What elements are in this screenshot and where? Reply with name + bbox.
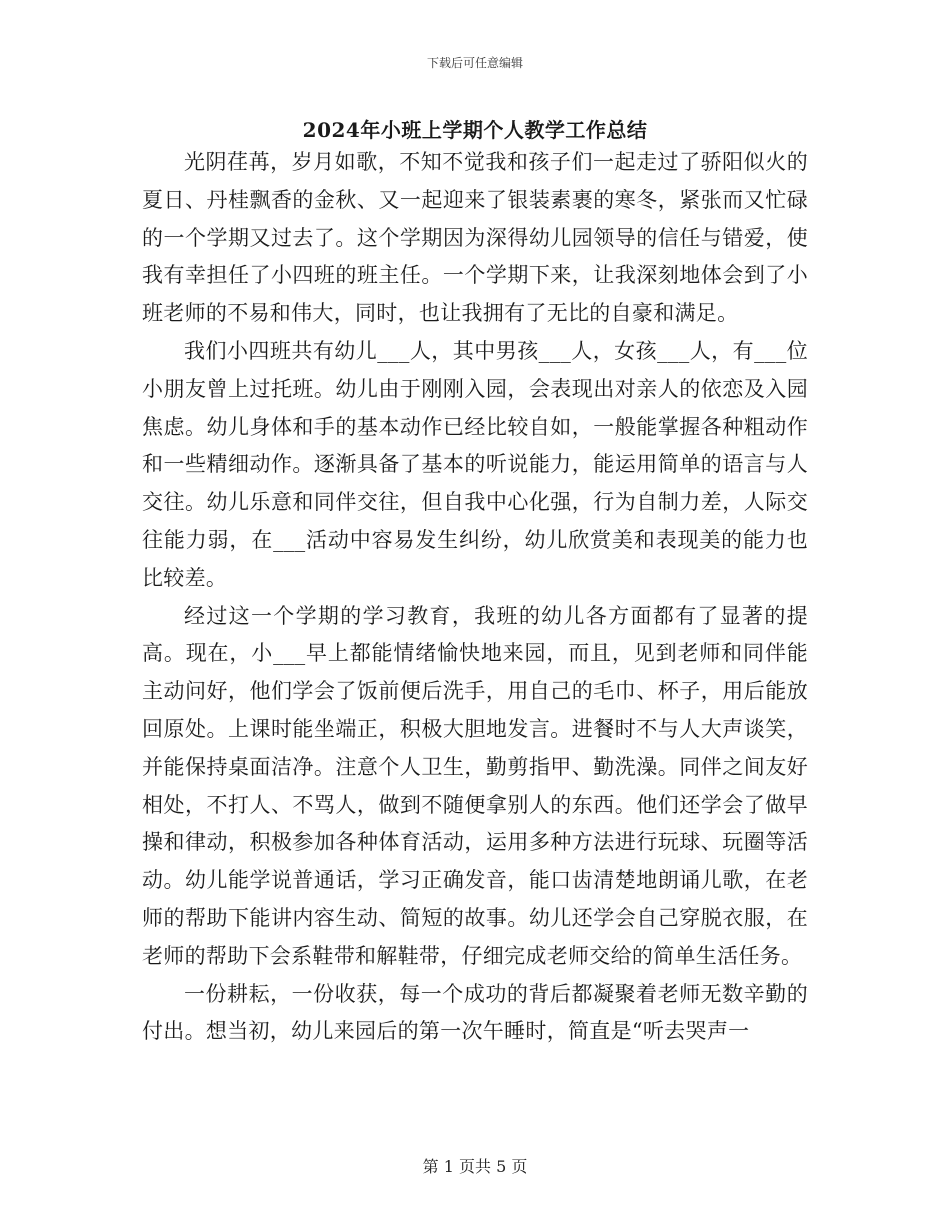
paragraph-2: 我们小四班共有幼儿___人，其中男孩___人，女孩___人，有___位小朋友曾上过托班。幼儿由于刚刚入园，会表现出对亲人的依恋及入园焦虑。幼儿身体和手的基本动作已经比较自如，一般能掌握各种粗动作和一些精细动作。逐渐具备了基本的听说能力，能运用简单的语言与人交往。幼儿乐意和同伴交往，但自我中心化强，行为自制力差，人际交往能力弱，在___活动中容易发生纠纷，幼儿欣赏美和表现美的能力也比较差。	[142, 338, 808, 590]
paragraph-3: 经过这一个学期的学习教育，我班的幼儿各方面都有了显著的提高。现在，小___早上都能情绪愉快地来园，而且，见到老师和同伴能主动问好，他们学会了饭前便后洗手，用自己的毛巾、杯子，用后能放回原处。上课时能坐端正，积极大胆地发言。进餐时不与人大声谈笑，并能保持桌面洁净。注意个人卫生，勤剪指甲、勤洗澡。同伴之间友好相处，不打人、不骂人，做到不随便拿别人的东西。他们还学会了做早操和律动，积极参加各种体育活动，运用多种方法进行玩球、玩圈等活动。幼儿能学说普通话，学习正确发音，能口齿清楚地朗诵儿歌，在老师的帮助下能讲内容生动、简短的故事。幼儿还学会自己穿脱衣服，在老师的帮助下会系鞋带和解鞋带，仔细完成老师交给的简单生活任务。	[142, 603, 808, 968]
document-title: 2024年小班上学期个人教学工作总结	[302, 118, 648, 142]
page-number-footer: 第 1 页共 5 页	[422, 1157, 528, 1176]
paragraph-4: 一份耕耘，一份收获，每一个成功的背后都凝聚着老师无数辛勤的付出。想当初，幼儿来园后的第一次午睡时，简直是“听去哭声一	[142, 981, 808, 1044]
header-note: 下载后可任意编辑	[426, 56, 523, 70]
paragraph-1: 光阴荏苒，岁月如歌，不知不觉我和孩子们一起走过了骄阳似火的夏日、丹桂飘香的金秋、又一起迎来了银装素裹的寒冬，紧张而又忙碌的一个学期又过去了。这个学期因为深得幼儿园领导的信任与错爱，使我有幸担任了小四班的班主任。一个学期下来，让我深刻地体会到了小班老师的不易和伟大，同时，也让我拥有了无比的自豪和满足。	[142, 150, 808, 326]
document-body	[142, 144, 808, 1051]
